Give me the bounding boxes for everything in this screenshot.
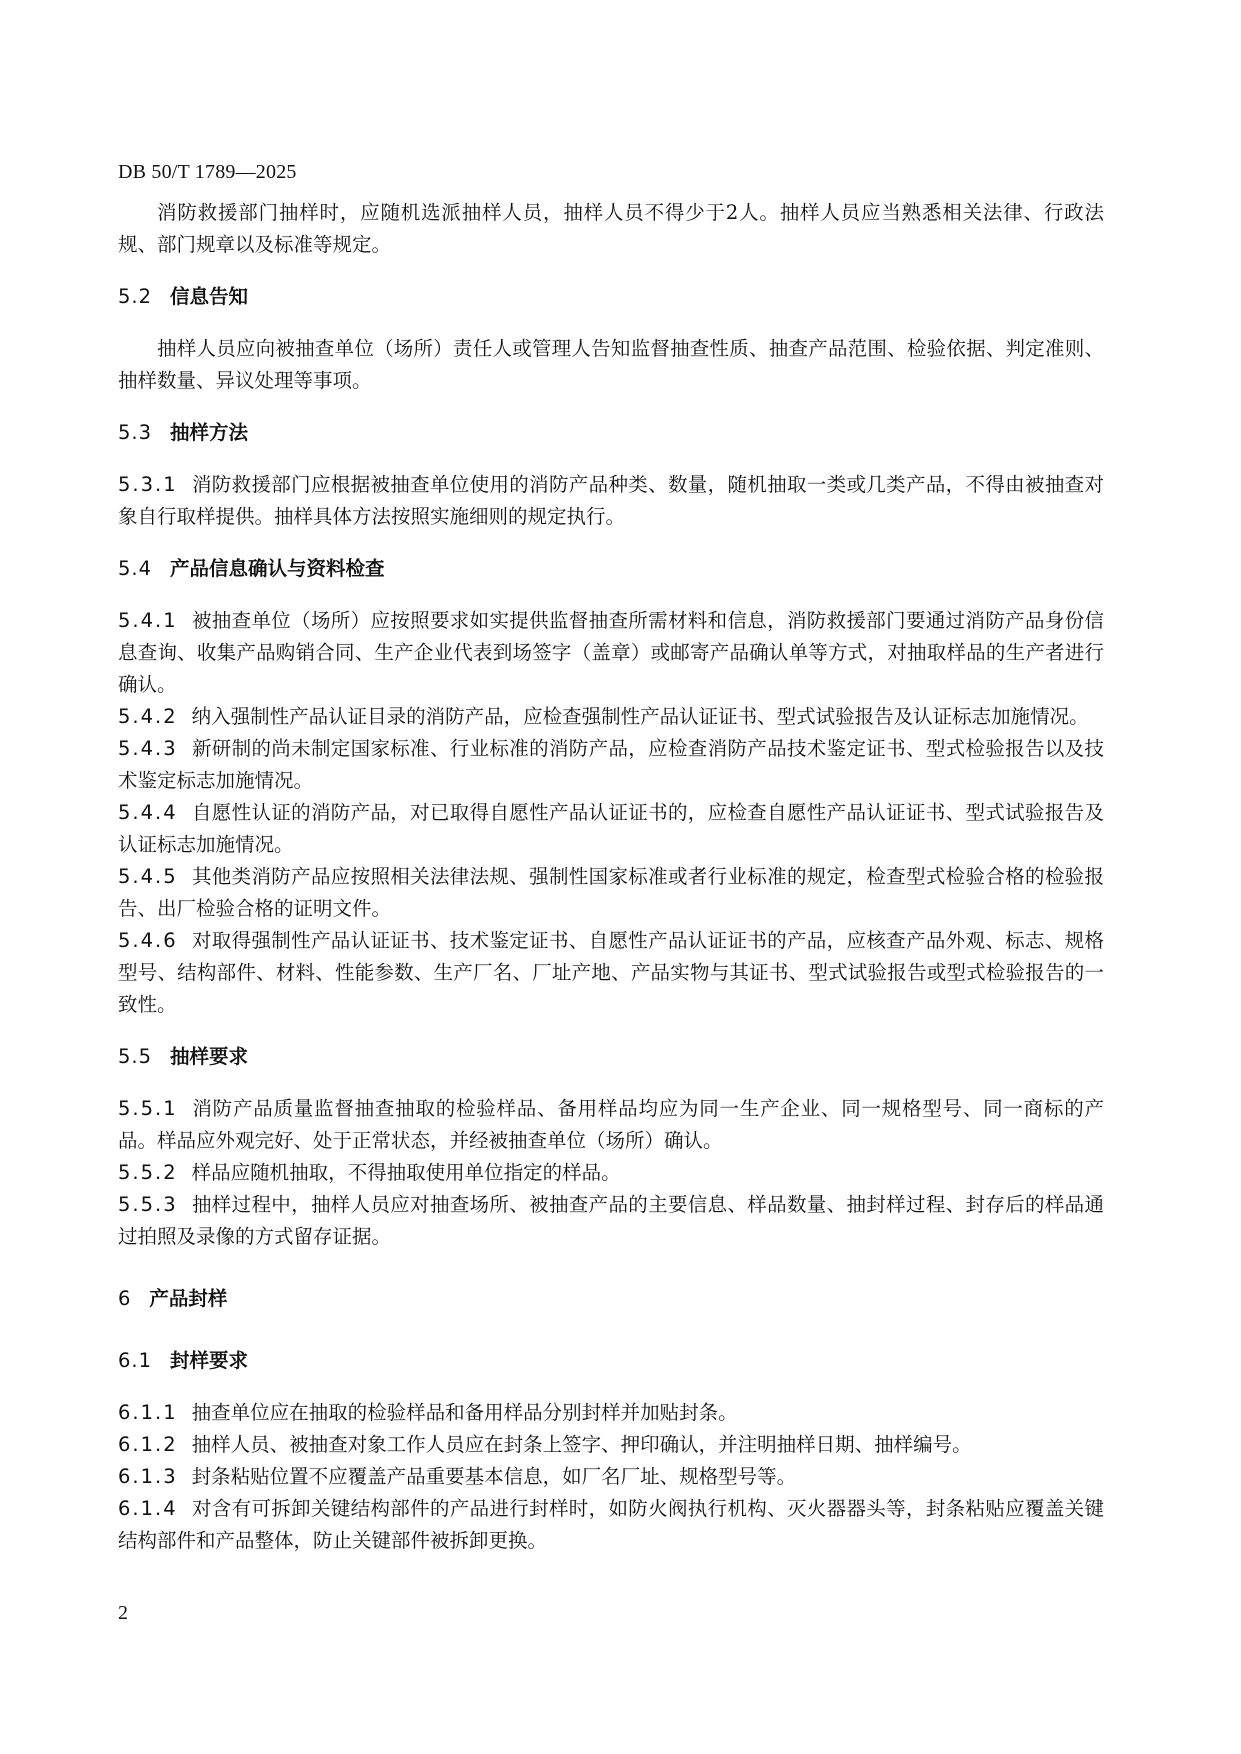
clause-number: 5.4.2 bbox=[118, 705, 178, 728]
clause-text: 其他类消防产品应按照相关法律法规、强制性国家标准或者行业标准的规定，检查型式检验合格的检验报告、出厂检验合格的证明文件。 bbox=[118, 865, 1104, 920]
clause-text: 消防救援部门应根据被抽查单位使用的消防产品种类、数量，随机抽取一类或几类产品，不得由被抽查对象自行取样提供。抽样具体方法按照实施细则的规定执行。 bbox=[118, 473, 1104, 528]
chapter-heading-6 bbox=[118, 1283, 1104, 1315]
clause-text: 消防产品质量监督抽查抽取的检验样品、备用样品均应为同一生产企业、同一规格型号、同一商标的产品。样品应外观完好、处于正常状态，并经被抽查单位（场所）确认。 bbox=[118, 1097, 1104, 1152]
clause-text: 对含有可拆卸关键结构部件的产品进行封样时，如防火阀执行机构、灭火器器头等，封条粘贴应覆盖关键结构部件和产品整体，防止关键部件被拆卸更换。 bbox=[118, 1497, 1104, 1552]
clause-item bbox=[118, 1429, 1104, 1461]
section-title: 封样要求 bbox=[170, 1349, 249, 1372]
section-number: 5.2 bbox=[118, 285, 153, 308]
clause-item bbox=[118, 1189, 1104, 1253]
clause-number: 6.1.1 bbox=[118, 1401, 178, 1424]
clause-item bbox=[118, 733, 1104, 797]
section-title: 信息告知 bbox=[170, 285, 249, 308]
clause-item bbox=[118, 1493, 1104, 1557]
section-heading-6-1 bbox=[118, 1345, 1104, 1377]
clause-number: 5.3.1 bbox=[118, 473, 178, 496]
clause-item bbox=[118, 701, 1104, 733]
clause-text: 样品应随机抽取，不得抽取使用单位指定的样品。 bbox=[191, 1161, 621, 1184]
clause-text: 封条粘贴位置不应覆盖产品重要基本信息，如厂名厂址、规格型号等。 bbox=[191, 1465, 797, 1488]
clause-text: 新研制的尚未制定国家标准、行业标准的消防产品，应检查消防产品技术鉴定证书、型式检验报告以及技术鉴定标志加施情况。 bbox=[118, 737, 1104, 792]
document-body bbox=[118, 197, 1104, 1557]
clause-number: 5.4.4 bbox=[118, 801, 178, 824]
section-title: 抽样要求 bbox=[170, 1045, 249, 1068]
clause-number: 5.5.2 bbox=[118, 1161, 178, 1184]
chapter-title: 产品封样 bbox=[149, 1287, 228, 1310]
clause-item bbox=[118, 797, 1104, 861]
section-number: 5.4 bbox=[118, 557, 153, 580]
clause-number: 5.4.6 bbox=[118, 929, 178, 952]
clause-number: 6.1.2 bbox=[118, 1433, 178, 1456]
section-title: 抽样方法 bbox=[170, 421, 249, 444]
clause-item bbox=[118, 605, 1104, 701]
clause-number: 5.5.3 bbox=[118, 1193, 178, 1216]
section-title: 产品信息确认与资料检查 bbox=[170, 557, 385, 580]
section-heading-5-5 bbox=[118, 1041, 1104, 1073]
section-paragraph: 抽样人员应向被抽查单位（场所）责任人或管理人告知监督抽查性质、抽查产品范围、检验依据、判定准则、抽样数量、异议处理等事项。 bbox=[118, 337, 1104, 392]
clause-number: 5.5.1 bbox=[118, 1097, 178, 1120]
clause-number: 5.4.5 bbox=[118, 865, 178, 888]
clause-number: 5.4.1 bbox=[118, 609, 178, 632]
clause-text: 被抽查单位（场所）应按照要求如实提供监督抽查所需材料和信息，消防救援部门要通过消防产品身份信息查询、收集产品购销合同、生产企业代表到场签字（盖章）或邮寄产品确认单等方式，对抽取样品的生产者进行确认。 bbox=[118, 609, 1104, 696]
section-heading-5-4 bbox=[118, 553, 1104, 585]
clause-number: 6.1.3 bbox=[118, 1465, 178, 1488]
clause-text: 对取得强制性产品认证证书、技术鉴定证书、自愿性产品认证证书的产品，应核查产品外观、标志、规格型号、结构部件、材料、性能参数、生产厂名、厂址产地、产品实物与其证书、型式试验报告或型式检验报告的一致性。 bbox=[118, 929, 1104, 1016]
clause-item bbox=[118, 1461, 1104, 1493]
page-number: 2 bbox=[118, 1602, 128, 1624]
clause-text: 自愿性认证的消防产品，对已取得自愿性产品认证证书的，应检查自愿性产品认证证书、型式试验报告及认证标志加施情况。 bbox=[118, 801, 1104, 856]
chapter-number: 6 bbox=[118, 1287, 132, 1310]
clause-text: 抽查单位应在抽取的检验样品和备用样品分别封样并加贴封条。 bbox=[191, 1401, 738, 1424]
clause-item bbox=[118, 861, 1104, 925]
section-number: 6.1 bbox=[118, 1349, 153, 1372]
clause-text: 抽样过程中，抽样人员应对抽查场所、被抽查产品的主要信息、样品数量、抽封样过程、封存后的样品通过拍照及录像的方式留存证据。 bbox=[118, 1193, 1104, 1248]
clause-item bbox=[118, 925, 1104, 1021]
clause-item bbox=[118, 469, 1104, 533]
section-number: 5.3 bbox=[118, 421, 153, 444]
clause-item bbox=[118, 1157, 1104, 1189]
clause-number: 6.1.4 bbox=[118, 1497, 178, 1520]
section-number: 5.5 bbox=[118, 1045, 153, 1068]
section-heading-5-2 bbox=[118, 281, 1104, 313]
clause-number: 5.4.3 bbox=[118, 737, 178, 760]
intro-paragraph: 消防救援部门抽样时，应随机选派抽样人员，抽样人员不得少于2人。抽样人员应当熟悉相关法律、行政法规、部门规章以及标准等规定。 bbox=[118, 201, 1104, 256]
standard-code: DB 50/T 1789—2025 bbox=[118, 161, 297, 183]
clause-item bbox=[118, 1397, 1104, 1429]
section-heading-5-3 bbox=[118, 417, 1104, 449]
clause-text: 抽样人员、被抽查对象工作人员应在封条上签字、押印确认，并注明抽样日期、抽样编号。 bbox=[191, 1433, 972, 1456]
clause-item bbox=[118, 1093, 1104, 1157]
clause-text: 纳入强制性产品认证目录的消防产品，应检查强制性产品认证证书、型式试验报告及认证标志加施情况。 bbox=[191, 705, 1089, 728]
